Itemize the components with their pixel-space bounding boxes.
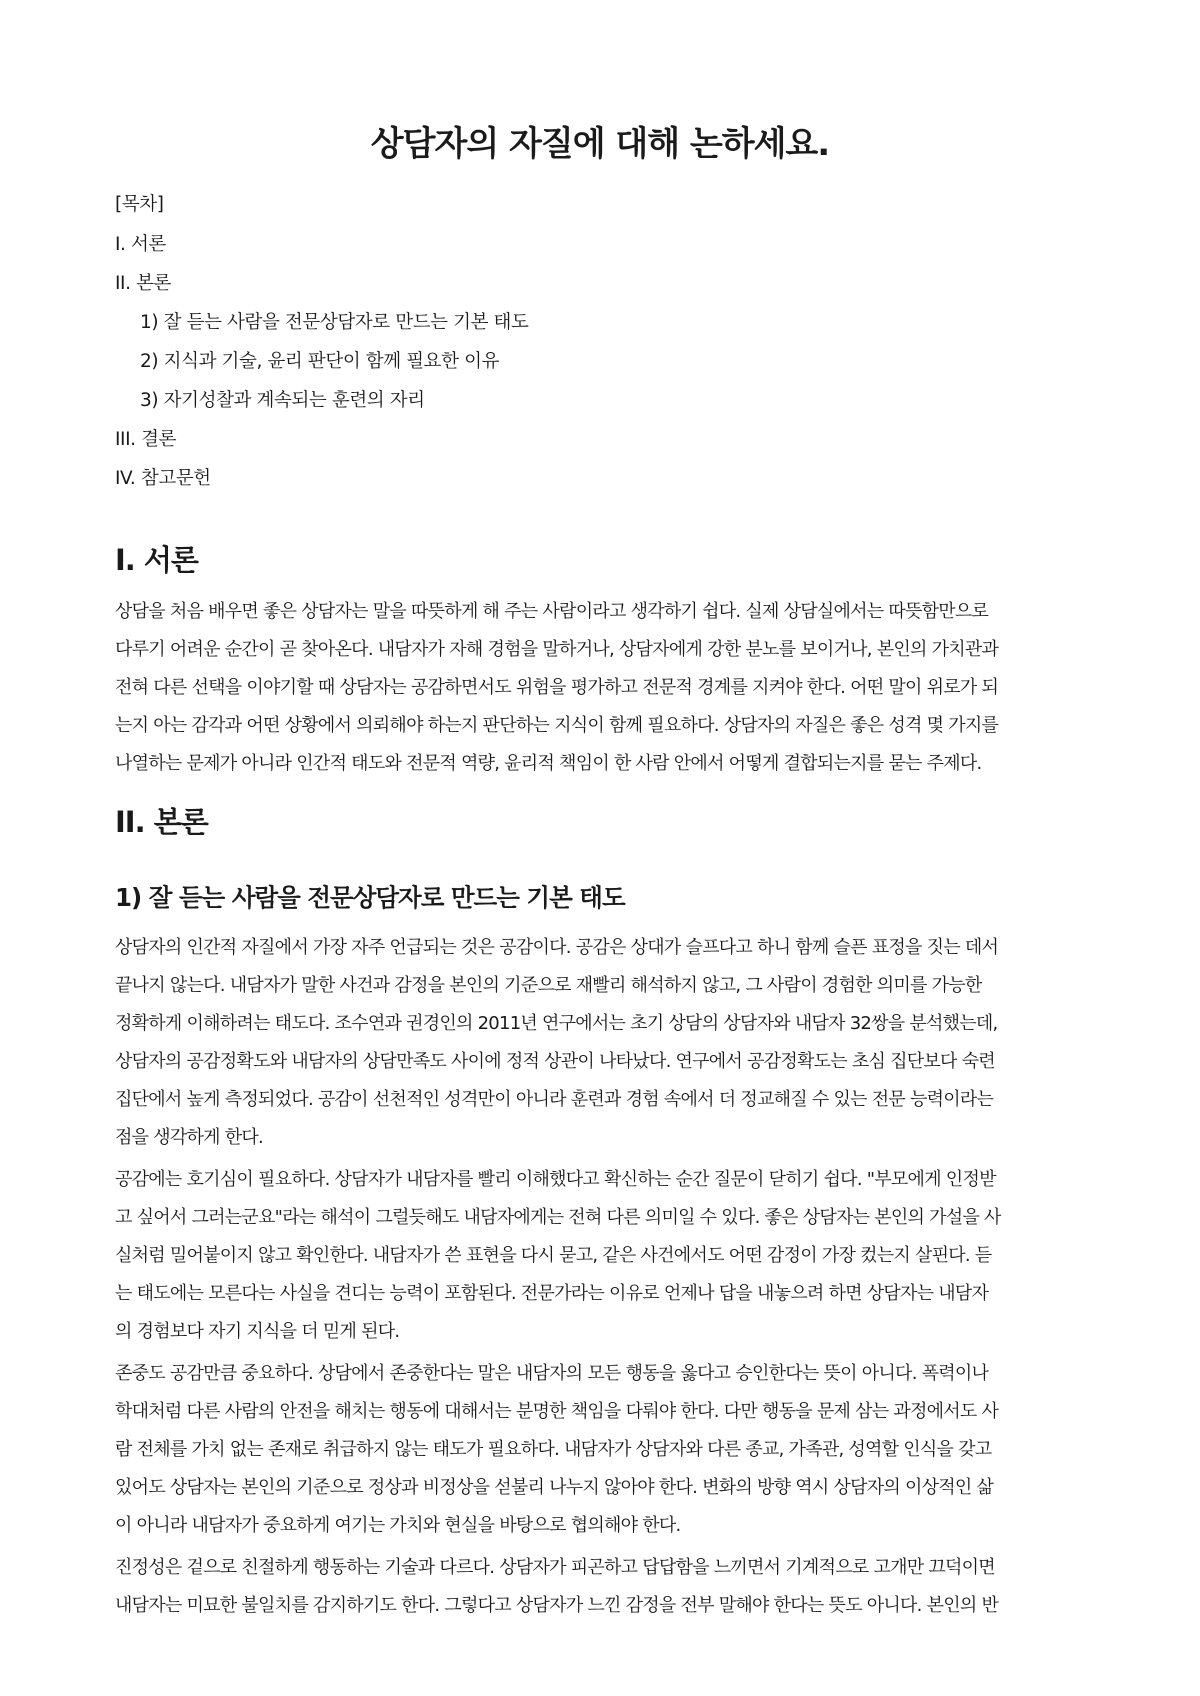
paragraph-line: 는지 아는 감각과 어떤 상황에서 의뢰해야 하는지 판단하는 지식이 함께 필요하다. 상담자의 자질은 좋은 성격 몇 가지를 <box>115 715 999 736</box>
toc-item-body-2: 2) 지식과 기술, 윤리 판단이 함께 필요한 이유 <box>140 351 500 372</box>
paragraph-line: 내담자는 미묘한 불일치를 감지하기도 한다. 그렇다고 상담자가 느낀 감정을 전부 말해야 한다는 뜻도 아니다. 본인의 반 <box>115 1595 999 1616</box>
paragraph-line: 나열하는 문제가 아니라 인간적 태도와 전문적 역량, 윤리적 책임이 한 사람 안에서 어떻게 결합되는지를 묻는 주제다. <box>115 753 982 774</box>
paragraph-line: 전혀 다른 선택을 이야기할 때 상담자는 공감하면서도 위험을 평가하고 전문적 경계를 지켜야 한다. 어떤 말이 위로가 되 <box>115 677 999 698</box>
paragraph-line: 집단에서 높게 측정되었다. 공감이 선천적인 성격만이 아니라 훈련과 경험 속에서 더 정교해질 수 있는 전문 능력이라는 <box>115 1089 994 1110</box>
toc-item-body-3: 3) 자기성찰과 계속되는 훈련의 자리 <box>140 390 425 411</box>
paragraph-line: 상담을 처음 배우면 좋은 상담자는 말을 따뜻하게 해 주는 사람이라고 생각하기 쉽다. 실제 상담실에서는 따뜻함만으로 <box>115 601 989 622</box>
toc-item-body-1: 1) 잘 듣는 사람을 전문상담자로 만드는 기본 태도 <box>140 312 529 333</box>
section-heading-intro: I. 서론 <box>115 543 198 577</box>
paragraph-line: 는 태도에는 모른다는 사실을 견디는 능력이 포함된다. 전문가라는 이유로 언제나 답을 내놓으려 하면 상담자는 내담자 <box>115 1283 989 1304</box>
subsection-heading-1: 1) 잘 듣는 사람을 전문상담자로 만드는 기본 태도 <box>115 883 625 912</box>
paragraph-line: 의 경험보다 자기 지식을 더 믿게 된다. <box>115 1321 400 1342</box>
toc-item-references: IV. 참고문헌 <box>115 468 211 489</box>
paragraph-line: 끝나지 않는다. 내담자가 말한 사건과 감정을 본인의 기준으로 재빨리 해석하지 않고, 그 사람이 경험한 의미를 가능한 <box>115 975 982 996</box>
paragraph-line: 있어도 상담자는 본인의 기준으로 정상과 비정상을 섣불리 나누지 않아야 한다. 변화의 방향 역시 상담자의 이상적인 삶 <box>115 1477 994 1498</box>
paragraph-line: 실처럼 밀어붙이지 않고 확인한다. 내담자가 쓴 표현을 다시 묻고, 같은 사건에서도 어떤 감정이 가장 컸는지 살핀다. 듣 <box>115 1245 992 1266</box>
paragraph-line: 점을 생각하게 한다. <box>115 1127 264 1148</box>
paragraph-line: 학대처럼 다른 사람의 안전을 해치는 행동에 대해서는 분명한 책임을 다뤄야 한다. 다만 행동을 문제 삼는 과정에서도 사 <box>115 1401 999 1422</box>
section-heading-body: II. 본론 <box>115 805 208 839</box>
paragraph-line: 다루기 어려운 순간이 곧 찾아온다. 내담자가 자해 경험을 말하거나, 상담자에게 강한 분노를 보이거나, 본인의 가치관과 <box>115 639 999 660</box>
toc-item-intro: I. 서론 <box>115 234 166 255</box>
paragraph-line: 고 싶어서 그러는군요"라는 해석이 그럴듯해도 내담자에게는 전혀 다른 의미일 수 있다. 좋은 상담자는 본인의 가설을 사 <box>115 1207 1001 1228</box>
toc-item-body: II. 본론 <box>115 273 172 294</box>
paragraph-line: 이 아니라 내담자가 중요하게 여기는 가치와 현실을 바탕으로 협의해야 한다. <box>115 1515 681 1536</box>
paragraph-line: 존중도 공감만큼 중요하다. 상담에서 존중한다는 말은 내담자의 모든 행동을 옳다고 승인한다는 뜻이 아니다. 폭력이나 <box>115 1363 989 1384</box>
paragraph-line: 상담자의 인간적 자질에서 가장 자주 언급되는 것은 공감이다. 공감은 상대가 슬프다고 하니 함께 슬픈 표정을 짓는 데서 <box>115 937 999 958</box>
paragraph-line: 공감에는 호기심이 필요하다. 상담자가 내담자를 빨리 이해했다고 확신하는 순간 질문이 닫히기 쉽다. "부모에게 인정받 <box>115 1169 996 1190</box>
paragraph-line: 정확하게 이해하려는 태도다. 조수연과 권경인의 2011년 연구에서는 초기 상담의 상담자와 내담자 32쌍을 분석했는데, <box>115 1013 998 1034</box>
document-title: 상담자의 자질에 대해 논하세요. <box>370 124 830 164</box>
paragraph-line: 상담자의 공감정확도와 내담자의 상담만족도 사이에 정적 상관이 나타났다. 연구에서 공감정확도는 초심 집단보다 숙련 <box>115 1051 995 1072</box>
paragraph-line: 진정성은 겉으로 친절하게 행동하는 기술과 다르다. 상담자가 피곤하고 답답함을 느끼면서 기계적으로 고개만 끄덕이면 <box>115 1557 995 1578</box>
toc-label: [목차] <box>115 194 164 215</box>
toc-item-conclusion: III. 결론 <box>115 429 177 450</box>
paragraph-line: 람 전체를 가치 없는 존재로 취급하지 않는 태도가 필요하다. 내담자가 상담자와 다른 종교, 가족관, 성역할 인식을 갖고 <box>115 1439 992 1460</box>
